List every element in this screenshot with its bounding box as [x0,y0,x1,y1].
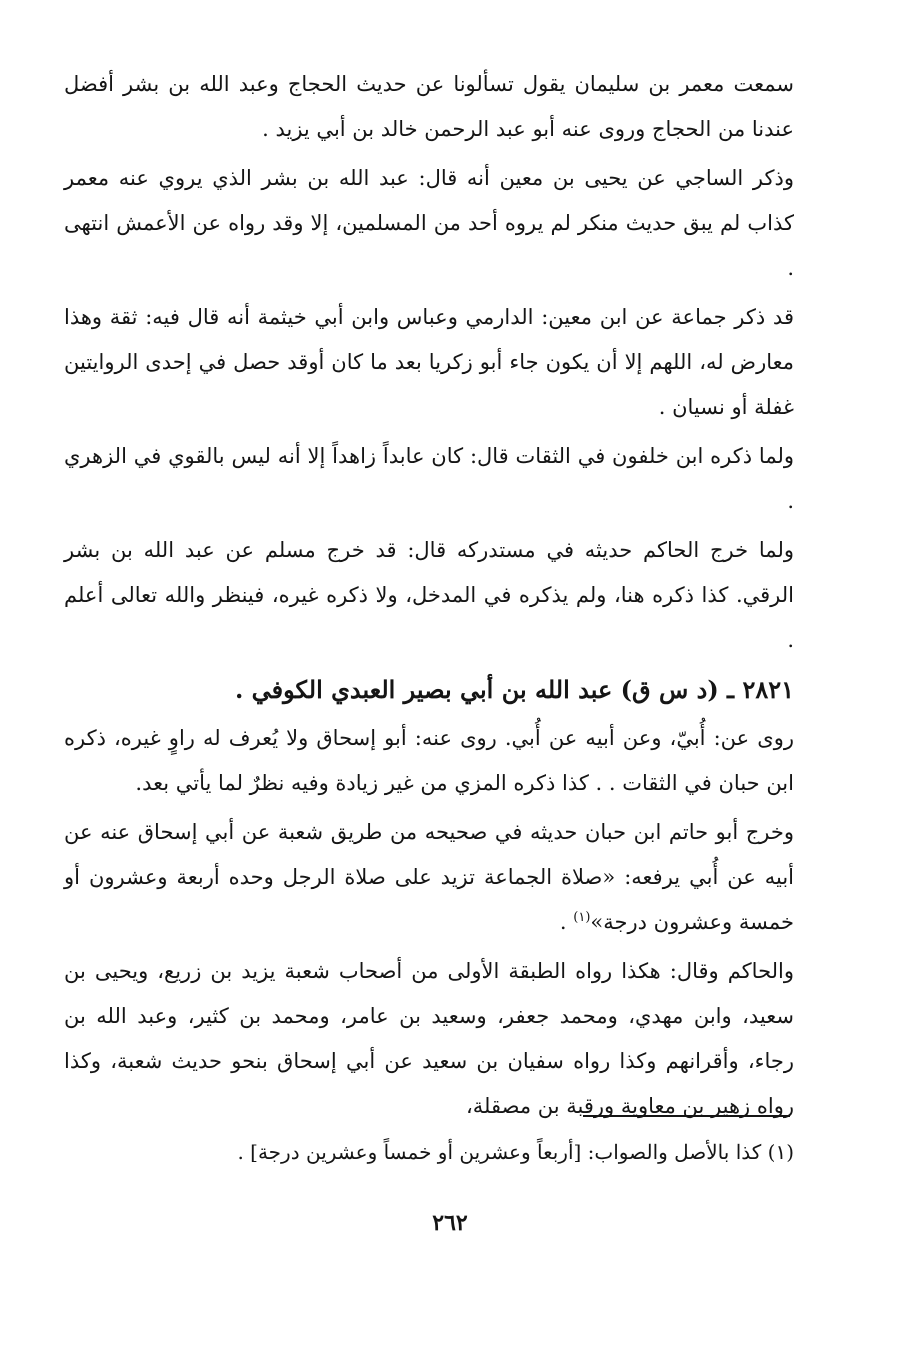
paragraph: روى عن: أُبيّ، وعن أبيه عن أُبي. روى عنه: أبو إسحاق ولا يُعرف له راوٍ غيره، ذكره ابن حبان في الثقات . . كذا ذكره المزي من غير زيادة وفيه نظرٌ لما يأتي بعد. [64,726,794,795]
paragraph: قد ذكر جماعة عن ابن معين: الدارمي وعباس وابن أبي خيثمة أنه قال فيه: ثقة وهذا معارض له، اللهم إلا أن يكون جاء أبو زكريا بعد ما كان أوقد حصل في إحدى الروايتين غفلة أو نسيان . [64,305,794,419]
paragraph [64,810,794,945]
paragraph: ولما ذكره ابن خلفون في الثقات قال: كان عابداً زاهداً إلا أنه ليس بالقوي في الزهري . [64,444,794,513]
footnote-divider [583,1115,790,1117]
paragraph-end: . [559,910,574,934]
paragraph: سمعت معمر بن سليمان يقول تسألونا عن حديث الحجاج وعبد الله بن بشر أفضل عندنا من الحجاج وروى عنه أبو عبد الرحمن خالد بن أبي يزيد . [64,72,794,141]
paragraph: والحاكم وقال: هكذا رواه الطبقة الأولى من أصحاب شعبة يزيد بن زريع، ويحيى بن سعيد، وابن مهدي، ومحمد جعفر، وسعيد بن عامر، ومحمد بن كثير، وعبد الله بن رجاء، وأقرانهم وكذا رواه سفيان بن سعيد عن أبي إسحاق بنحو حديث شعبة، وكذا رواه زهير بن معاوية ورقبة بن مصقلة، [64,959,794,1118]
paragraph: وذكر الساجي عن يحيى بن معين أنه قال: عبد الله بن بشر الذي يروي عنه معمر كذاب لم يبق حديث منكر لم يروه أحد من المسلمين، إلا وقد رواه عن الأعمش انتهى . [64,166,794,280]
page-number: ٢٦٢ [432,1210,468,1236]
main-text [64,62,794,1133]
footnote-marker: (١) [573,910,591,925]
paragraph-text: وخرج أبو حاتم ابن حبان حديثه في صحيحه من طريق شعبة عن أبي إسحاق عنه عن أبيه عن أُبي يرفعه: «صلاة الجماعة تزيد على صلاة الرجل وحده أربعة وعشرون أو خمسة وعشرون درجة» [64,820,794,934]
paragraph: ولما خرج الحاكم حديثه في مستدركه قال: قد خرج مسلم عن عبد الله بن بشر الرقي. كذا ذكره هنا، ولم يذكره في المدخل، ولا ذكره غيره، فينظر والله تعالى أعلم . [64,538,794,652]
entry-heading: ٢٨٢١ ـ (د س ق) عبد الله بن أبي بصير العبدي الكوفي . [234,675,794,704]
footnote: (١) كذا بالأصل والصواب: [أربعاً وعشرين أو خمساً وعشرين درجة] . [237,1140,794,1164]
